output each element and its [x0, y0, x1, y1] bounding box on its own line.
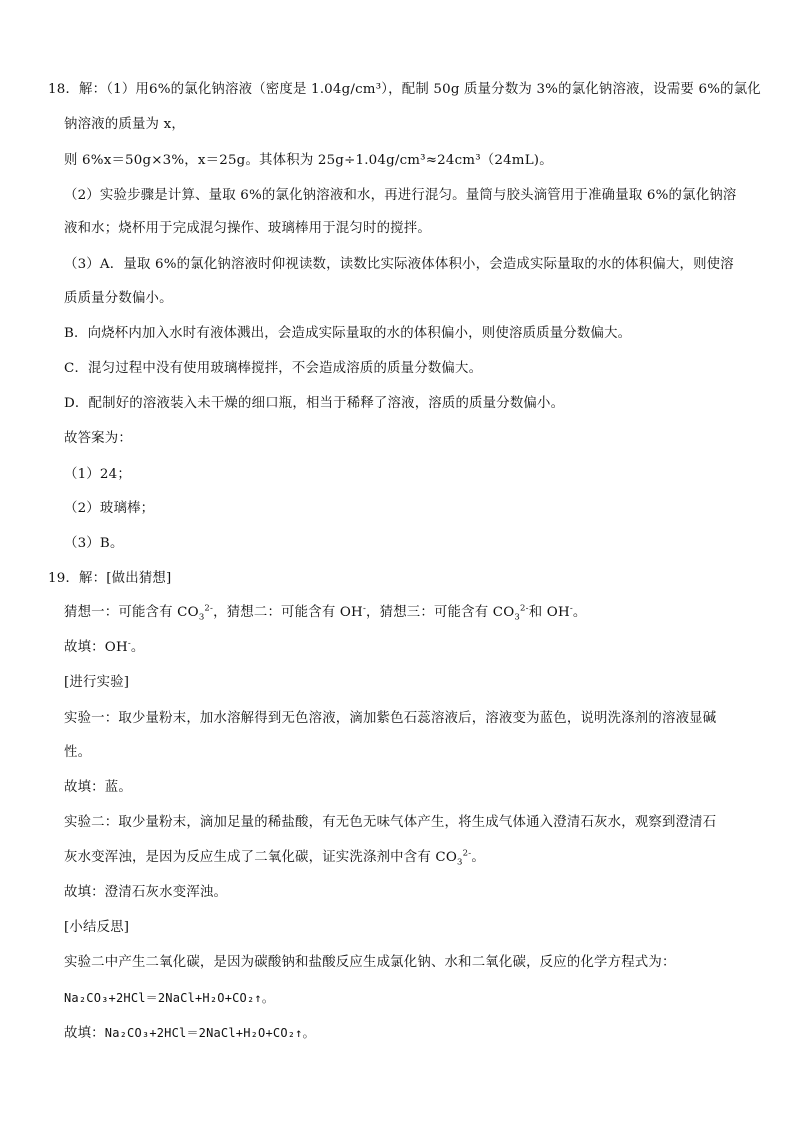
- fill-1-end: 。: [130, 640, 145, 655]
- q19-fill-3: 故填：澄清石灰水变浑浊。: [64, 885, 228, 900]
- q19-experiment-1-cont: 性。: [64, 745, 92, 760]
- q19-fill-1: [64, 639, 746, 657]
- q18-line-5: 液和水；烧杯用于完成混匀操作、玻璃棒用于混匀时的搅拌。: [64, 221, 431, 236]
- fill-4-prefix: 故填：: [64, 1026, 105, 1041]
- q19-fill-2: 故填：蓝。: [64, 780, 132, 795]
- q19-heading: 19．解：[做出猜想]: [48, 571, 172, 586]
- q19-experiment-2-cont: [64, 849, 746, 867]
- q19-reflection-heading: [小结反思]: [64, 920, 130, 935]
- q18-line-3: 则 6%x＝50g×3%，x＝25g。其体积为 25g÷1.04g/cm³≈24cm³（24mL)。: [64, 153, 553, 168]
- q19-experiment-2: 实验二：取少量粉末，滴加足量的稀盐酸，有无色无味气体产生，将生成气体通入澄清石灰水，观察到澄清石: [64, 815, 717, 830]
- q18-option-c: C．混匀过程中没有使用玻璃棒搅拌，不会造成溶质的质量分数偏大。: [64, 361, 483, 376]
- q18-line-4: （2）实验步骤是计算、量取 6%的氯化钠溶液和水，再进行混匀。量筒与胶头滴管用于准确量取 6%的氯化钠溶: [64, 188, 737, 203]
- oh-charge: -: [362, 603, 367, 614]
- co3-subscript: 3: [457, 857, 463, 868]
- co3-subscript: 3: [198, 612, 205, 623]
- oh-charge: -: [569, 603, 573, 614]
- hyp-text-1: 猜想一：可能含有 CO: [64, 605, 199, 620]
- q19-experiment-heading: [进行实验]: [64, 675, 130, 690]
- hyp-text-4: 和 OH: [528, 605, 570, 620]
- equation-text: Na₂CO₃+2HCl＝2NaCl+H₂O+CO₂↑。: [64, 991, 275, 1005]
- hyp-text-2: ，猜想二：可能含有 OH: [213, 605, 363, 620]
- q18-line-1: 18．解：（1）用6%的氯化钠溶液（密度是 1.04g/cm³），配制 50g 质量分数为 3%的氯化钠溶液，设需要 6%的氯化: [48, 82, 761, 97]
- q18-line-7: 质质量分数偏小。: [64, 291, 173, 306]
- q18-answer-heading: 故答案为：: [64, 431, 132, 446]
- hyp-text-3: ，猜想三：可能含有 CO: [366, 605, 515, 620]
- co3-charge: 2-: [462, 848, 472, 859]
- q18-answer-2: （2）玻璃棒；: [64, 501, 155, 516]
- q19-experiment-1: 实验一：取少量粉末，加水溶解得到无色溶液，滴加紫色石蕊溶液后，溶液变为蓝色，说明洗涤剂的溶液显碱: [64, 711, 717, 726]
- q19-hypotheses: [64, 604, 746, 622]
- equation-text-answer: Na₂CO₃+2HCl＝2NaCl+H₂O+CO₂↑。: [104, 1026, 315, 1040]
- co3-charge: 2-: [520, 603, 529, 614]
- chemical-equation: [64, 989, 746, 1008]
- co3-subscript: 3: [514, 612, 521, 623]
- q18-line-6: （3）A．量取 6%的氯化钠溶液时仰视读数，读数比实际液体体积小，会造成实际量取的水的体积偏大，则使溶: [64, 257, 734, 272]
- fill-1-text: 故填：OH: [64, 640, 128, 655]
- q19-fill-4: [64, 1024, 746, 1043]
- q18-option-b: B．向烧杯内加入水时有液体溅出，会造成实际量取的水的体积偏小，则使溶质质量分数偏大。: [64, 326, 632, 341]
- q18-line-2: 钠溶液的质量为 x，: [64, 117, 185, 132]
- q18-answer-1: （1）24；: [64, 467, 131, 482]
- q18-answer-3: （3）B。: [64, 536, 124, 551]
- exp2-text: 灰水变浑浊，是因为反应生成了二氧化碳，证实洗涤剂中含有 CO: [64, 850, 458, 865]
- exp2-end: 。: [471, 850, 485, 865]
- hyp-text-5: 。: [572, 605, 587, 620]
- oh-charge: -: [127, 638, 131, 649]
- co3-charge: 2-: [204, 603, 214, 614]
- q18-option-d: D．配制好的溶液装入未干燥的细口瓶，相当于稀释了溶液，溶质的质量分数偏小。: [64, 396, 565, 411]
- q19-reflection-text: 实验二中产生二氧化碳，是因为碳酸钠和盐酸反应生成氯化钠、水和二氧化碳，反应的化学方程式为：: [64, 955, 676, 970]
